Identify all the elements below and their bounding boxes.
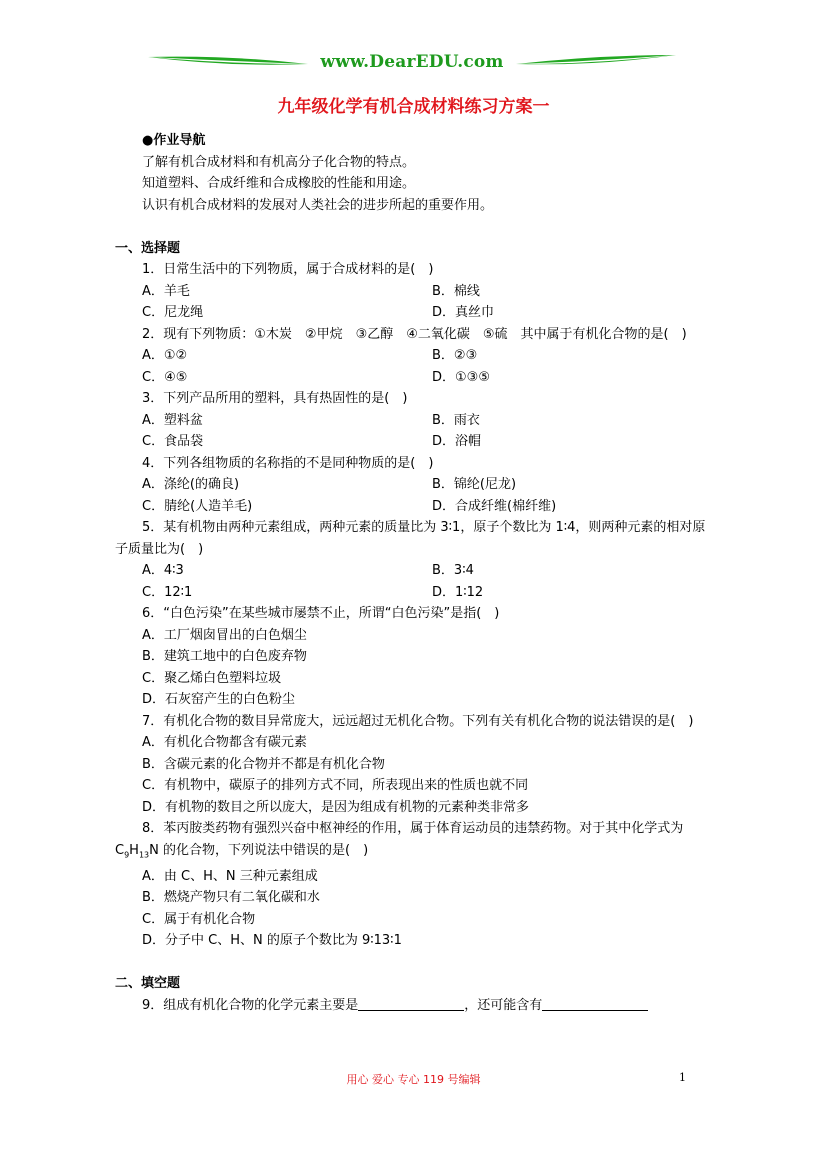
option-a: A．塑料盆 xyxy=(142,412,203,428)
option-d: D．合成纤维(棉纤维) xyxy=(432,498,557,514)
option-b: B．雨衣 xyxy=(432,412,480,428)
guide-line: 了解有机合成材料和有机高分子化合物的特点。 xyxy=(142,154,416,170)
option-a: A．涤纶(的确良) xyxy=(142,477,240,492)
section-fill-heading: 二、填空题 xyxy=(115,976,181,992)
question-8: 8．苯丙胺类药物有强烈兴奋中枢神经的作用，属于体育运动员的违禁药物。对于其中化学式为 $C_9H_{13}N$ 的化合物，下列说法中错误的是( ) xyxy=(115,821,684,860)
option-b: B．建筑工地中的白色废弃物 xyxy=(142,649,307,664)
page-title: 九年级化学有机合成材料练习方案一 xyxy=(277,97,550,117)
guide-line: 认识有机合成材料的发展对人类社会的进步所起的重要作用。 xyxy=(142,197,494,213)
option-b: B．棉线 xyxy=(432,283,480,299)
option-d: D．①③⑤ xyxy=(432,369,490,385)
option-c: C．尼龙绳 xyxy=(142,305,204,320)
guide-heading: ●作业导航 xyxy=(142,133,206,148)
option-b: B．锦纶(尼龙) xyxy=(432,477,517,492)
option-a: A．有机化合物都含有碳元素 xyxy=(142,735,307,750)
option-d: D．1∶12 xyxy=(432,584,484,600)
option-c: C．12∶1 xyxy=(142,584,193,600)
site-url: www.DearEDU.com xyxy=(320,52,504,72)
option-c: C．有机物中，碳原子的排列方式不同，所表现出来的性质也就不同 xyxy=(142,778,529,793)
option-d: D．有机物的数目之所以庞大，是因为组成有机物的元素种类非常多 xyxy=(142,799,530,815)
answer-blank[interactable] xyxy=(358,996,464,1011)
option-c: C．④⑤ xyxy=(142,369,188,385)
option-b: B．含碳元素的化合物并不都是有机化合物 xyxy=(142,756,385,772)
answer-blank[interactable] xyxy=(542,996,648,1011)
page-number: 1 xyxy=(679,1071,686,1084)
option-b: B．3∶4 xyxy=(432,563,474,578)
question-9: 9．组成有机化合物的化学元素主要是 ，还可能含有 xyxy=(115,995,715,1017)
option-d: D．真丝巾 xyxy=(432,305,495,320)
question-1: 1．日常生活中的下列物质，属于合成材料的是( ) xyxy=(142,262,434,277)
option-a: A．4∶3 xyxy=(142,563,184,578)
option-a: A．①② xyxy=(142,348,188,363)
option-c: C．腈纶(人造羊毛) xyxy=(142,498,253,514)
document-body xyxy=(115,130,715,1016)
option-c: C．食品袋 xyxy=(142,434,204,449)
option-d: D．浴帽 xyxy=(432,434,482,449)
question-5: 5．某有机物由两种元素组成，两种元素的质量比为 3∶1，原子个数比为 1∶4，则两种元素的相对原子质量比为( ) xyxy=(115,520,706,557)
option-a: A．由 C、H、N 三种元素组成 xyxy=(142,868,318,884)
question-3: 3．下列产品所用的塑料，具有热固性的是( ) xyxy=(142,391,408,406)
option-b: B．②③ xyxy=(432,348,478,363)
option-d: D．石灰窑产生的白色粉尘 xyxy=(142,692,296,707)
question-4: 4．下列各组物质的名称指的不是同种物质的是( ) xyxy=(142,455,434,471)
question-7: 7．有机化合物的数目异常庞大，远远超过无机化合物。下列有关有机化合物的说法错误的是( ) xyxy=(142,713,694,729)
question-2: 2．现有下列物质：①木炭 ②甲烷 ③乙醇 ④二氧化碳 ⑤硫 其中属于有机化合物的是( ) xyxy=(142,326,687,342)
page-footer: 用心 爱心 专心 119 号编辑 xyxy=(346,1073,481,1086)
option-c: C．聚乙烯白色塑料垃圾 xyxy=(142,670,282,686)
option-b: B．燃烧产物只有二氧化碳和水 xyxy=(142,890,320,906)
site-header xyxy=(148,52,676,72)
option-a: A．工厂烟囱冒出的白色烟尘 xyxy=(142,627,307,643)
section-choice-heading: 一、选择题 xyxy=(115,240,181,256)
option-a: A．羊毛 xyxy=(142,283,190,299)
question-6: 6．“白色污染”在某些城市屡禁不止，所谓“白色污染”是指( ) xyxy=(142,606,500,621)
guide-line: 知道塑料、合成纤维和合成橡胶的性能和用途。 xyxy=(142,176,416,191)
option-d: D．分子中 C、H、N 的原子个数比为 9∶13∶1 xyxy=(142,933,402,949)
option-c: C．属于有机化合物 xyxy=(142,911,256,927)
